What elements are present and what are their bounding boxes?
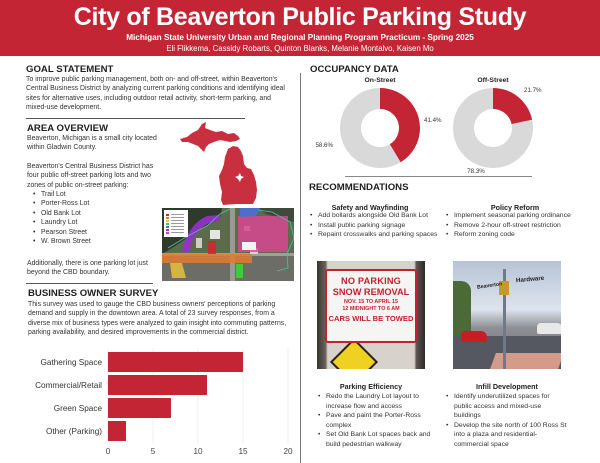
michigan-map-icon xyxy=(178,120,272,206)
category-label: Gathering Space xyxy=(40,358,102,367)
area-additional-text: Additionally, there is one parking lot just beyond the CBD boundary. xyxy=(27,260,148,277)
x-tick-label: 10 xyxy=(193,447,203,456)
goal-text: To improve public parking management, both on- and off-street, within Beaverton's Central Business District by analyzing current parking conditions and identifying ideal sites for alternative uses, including outdoor retail activity, short-term parking, and mixed-use development. xyxy=(26,76,285,112)
list-item: • Set Old Bank Lot spaces back and build pedestrian walkway xyxy=(318,430,440,449)
list-item: • Remove 2-hour off-street restriction xyxy=(446,221,594,231)
list-item: • Old Bank Lot xyxy=(33,209,153,218)
survey-text: This survey was used to gauge the CBD business owners' perceptions of parking demand and supply in the downtown area. A total of 23 survey responses, from a diverse mix of business types were analyzed to gain insight into commuting patterns, parking availability, and desired improvements in the commercial district. xyxy=(28,301,287,337)
list-item: • Repaint crosswalks and parking spaces xyxy=(310,230,445,240)
bar xyxy=(108,352,243,372)
sign-line: NO PARKING xyxy=(340,276,402,286)
list-item: • Redo the Laundry Lot layout to increase flow and access xyxy=(318,392,440,411)
area-divider xyxy=(26,283,153,284)
list-item: • Identify underutilized spaces for public access and mixed-use buildings xyxy=(446,392,568,421)
recommendations-heading: RECOMMENDATIONS xyxy=(309,182,409,193)
bar xyxy=(108,398,171,418)
rec-list-infill xyxy=(446,392,568,449)
list-item: • Laundry Lot xyxy=(33,218,153,227)
authors-line: Eli Flikkema, Cassidy Robarts, Quinton Blanks, Melanie Montalvo, Kaisen Mo xyxy=(166,44,434,53)
goal-heading: GOAL STATEMENT xyxy=(26,64,114,75)
rec-group-title-infill: Infill Development xyxy=(476,382,538,391)
donut-title: On-Street xyxy=(364,77,396,84)
rec-group-title-safety: Safety and Wayfinding xyxy=(331,203,409,212)
donut-title: Off-Street xyxy=(477,77,509,84)
parking-lot-list xyxy=(33,190,153,246)
area-heading: AREA OVERVIEW xyxy=(27,123,109,134)
rec-list-safety xyxy=(310,211,445,240)
sign-line: SNOW REMOVAL xyxy=(332,287,410,297)
x-tick-label: 20 xyxy=(283,447,293,456)
page-title: City of Beaverton Public Parking Study xyxy=(73,3,527,31)
page-subtitle: Michigan State University Urban and Regional Planning Program Practicum - Spring 2025 xyxy=(126,33,474,42)
bar xyxy=(108,375,207,395)
x-tick-label: 5 xyxy=(150,447,156,456)
slice-label: 21.7% xyxy=(524,87,542,94)
list-item: • Add bollards alongside Old Bank Lot xyxy=(310,211,445,221)
occupancy-heading: OCCUPANCY DATA xyxy=(310,64,399,75)
goal-divider xyxy=(26,118,245,119)
car xyxy=(461,331,487,342)
list-item: • Trail Lot xyxy=(33,190,153,199)
list-item: • W. Brown Street xyxy=(33,237,153,246)
list-item: • Pearson Street xyxy=(33,228,153,237)
car xyxy=(537,323,561,334)
slice-label: 58.6% xyxy=(315,142,333,149)
survey-heading: BUSINESS OWNER SURVEY xyxy=(28,288,159,299)
plaza-rendering-photo xyxy=(453,261,561,369)
list-item: • Implement seasonal parking ordinance xyxy=(446,211,594,221)
sign-line: CARS WILL BE TOWED xyxy=(328,314,414,323)
occupancy-divider xyxy=(345,176,532,177)
header-banner xyxy=(0,0,600,56)
rec-group-title-policy: Policy Reform xyxy=(490,203,540,212)
list-item: • Pave and paint the Porter-Ross complex xyxy=(318,411,440,430)
list-item: • Install public parking signage xyxy=(310,221,445,231)
slice-label: 78.3% xyxy=(467,168,485,175)
area-cbd-text: Beaverton's Central Business District has four public off-street parking lots and two zones of public on-street parking: xyxy=(27,163,154,189)
slice-label: 41.4% xyxy=(424,117,442,124)
sign-line: 12 MIDNIGHT TO 6 AM xyxy=(342,306,400,312)
occupancy-donut-charts xyxy=(300,70,600,180)
wayfinding-label: Beaverton xyxy=(476,281,503,291)
wayfinding-label: Hardware xyxy=(515,274,545,285)
sign-line: NOV. 15 TO APRIL 15 xyxy=(344,299,398,305)
category-label: Commercial/Retail xyxy=(35,381,102,390)
area-intro: Beaverton, Michigan is a small city located within Gladwin County. xyxy=(27,135,157,152)
no-parking-sign xyxy=(325,269,417,343)
snow-removal-sign-photo xyxy=(317,261,425,369)
list-item: • Develop the site north of 100 Ross St into a plaza and residential-commercial space xyxy=(446,421,568,450)
aerial-map-image xyxy=(162,208,294,281)
rec-list-efficiency xyxy=(318,392,440,449)
list-item: • Reform zoning code xyxy=(446,230,594,240)
x-tick-label: 15 xyxy=(238,447,248,456)
survey-bar-chart xyxy=(0,340,300,463)
plaza-pavers xyxy=(490,353,561,369)
list-item: • Porter-Ross Lot xyxy=(33,199,153,208)
rec-group-title-efficiency: Parking Efficiency xyxy=(339,382,403,391)
category-label: Green Space xyxy=(53,404,102,413)
rec-list-policy xyxy=(446,211,594,240)
x-tick-label: 0 xyxy=(105,447,111,456)
bar xyxy=(108,421,126,441)
category-label: Other (Parking) xyxy=(46,427,102,436)
